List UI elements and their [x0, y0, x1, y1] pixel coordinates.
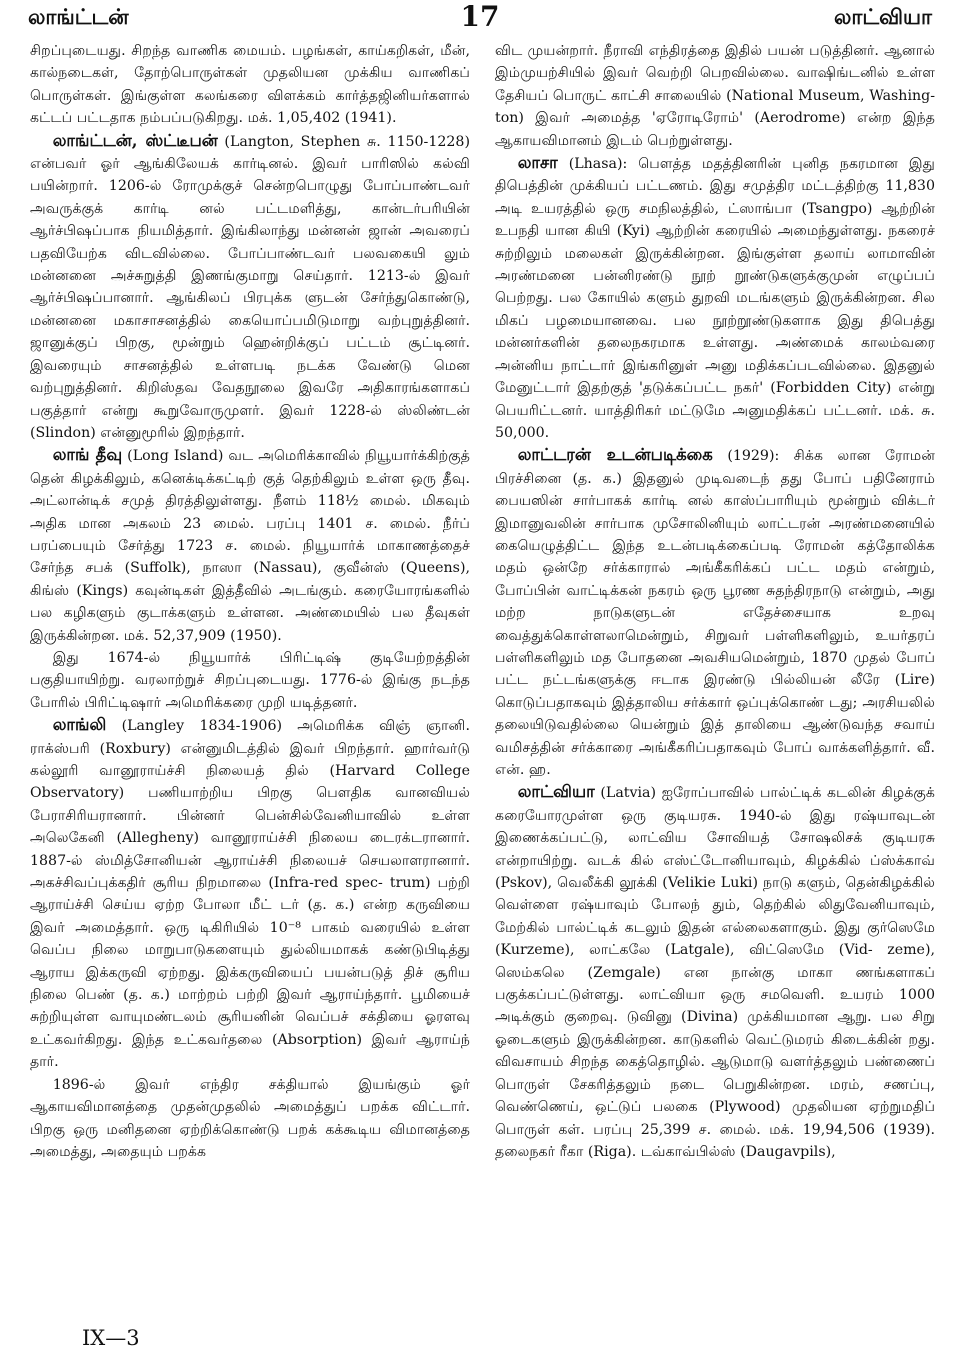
running-head-left: லாங்ட்டன் — [28, 4, 129, 29]
entry-body: (1929): சிக்க லான ரோமன் பிரச்சினை (த. க.) இதனுல் முடிவடைந் தது போப் பதினேராம் பையஸின் சார்பாகக் கார்டி னல் காஸ்ப்பாரியும் மூன்றும் விக்டர் இமானுவலின் சார்பாக முசோலினியும் லாட்டரன் அரண்மனையில் கையெழுத்திட்ட இந்த உடன்படிக்கைப்படி ரோமன் கத்தோலிக்க மதம் ஒன்றே சர்க்காரால் அங்கீகரிக்கப் பட்ட மதம் என்றும், போப்பின் வாட்டிக்கன் நகரம் ஒரு பூரண சுதந்திரநாடு என்றும், அது மற்ற நாடுகளுடன் எதேச்சையாக உறவு வைத்துக்கொள்ளலாமென்றும், சிறுவர் பள்ளிகளிலும், உயர்தரப் பள்ளிகளிலும் மத போதனை அவசியமென்றும், 1870 முதல் போப் பட்ட நட்டங்களுக்கு ஈடாக இரண்டு பில்லியன் லீரே (Lire) கொடுப்பதாகவும் இத்தாலிய சர்க்கார் ஒப்புக்கொண் டது; அரசியலில் தலையிடுவதில்லை யென்றும் இத் தாலியை ஆண்டுவந்த சவாய் வமிசத்தின் சர்க்காரை அங்கீகரிப்பதாகவும் போப் வாக்களித்தார். வீ. என். ஹ. — [495, 448, 935, 778]
signature-mark: IX—3 — [82, 1326, 140, 1350]
page-header — [28, 0, 932, 33]
entry-body: (Lhasa): பௌத்த மதத்தினரின் புனித நகரமான இது திபெத்தின் முக்கியப் பட்டணம். இது சமுத்திர மட்டத்திற்கு 11,830 அடி உயரத்தில் ஒரு சமநிலத்தில், ட்ஸாங்பா (Tsangpo) ஆற்றின் உபநதி யான கியி (Kyi) ஆற்றின் கரையில் அமைந்துள்ளது. நகரைச் சுற்றிலும் மலைகள் இருக்கின்றன. இங்குள்ள தலாய் லாமாவின் அரண்மனை பன்னிரண்டு நூற் றூண்டுகளுக்குமுன் எழுப்பப் பெற்றது. பல கோயில் களும் துறவி மடங்களும் இருக்கின்றன. சில மிகப் பழமையானவை. பல நூற்றூண்டுகளாக இது திபெத்து மன்னர்களின் தலைநகரமாக உள்ளது. அண்மைக் காலம்வரை அன்னிய நாட்டார் இங்கரினுள் அனு மதிக்கப்படவில்லை. இதனுல் மேனுட்டார் இதற்குத் 'தடுக்கப்பட்ட நகர்' (Forbidden City) என்று பெயரிட்டனர். யாத்திரிகர் மட்டுமே அனுமதிக்கப் பட்டனர். மக். சு. 50,000. — [495, 156, 935, 441]
entry-headword: லாசா — [517, 153, 558, 173]
entry-langley — [30, 714, 470, 1074]
entry-headword: லாங்ட்டன், ஸ்ட்டீபன் — [52, 130, 218, 150]
entry-lateran-treaty — [495, 444, 935, 781]
entry-long-island — [30, 444, 470, 647]
entry-body: (Langton, Stephen சு. 1150-1228) என்பவர் ஓர் ஆங்கிலேயக் கார்டினல். இவர் பாரிஸில் கல்வி பயின்றார். 1206-ல் ரோமுக்குச் சென்றபொழுது போப்பாண்டவர் அவருக்குக் கார்டி னல் பட்டமளித்து, கான்டர்பரியின் ஆர்ச்பிஷப்பாக நியமித்தார். இங்கிலாந்து மன்னன் ஜான் அவரைப் பதவியேற்க விடவில்லை. போப்பாண்டவர் பலவகையி லும் மன்னனை அச்சுறுத்தி இணங்குமாறு செய்தார். 1213-ல் இவர் ஆர்ச்பிஷப்பானார். ஆங்கிலப் பிரபுக்க ளுடன் சேர்ந்துகொண்டு, மன்னனை மகாசாசனத்தில் கையொப்பமிடுமாறு வற்புறுத்தினர். ஜானுக்குப் பிறகு, மூன்றும் ஹென்றிக்குப் பட்டம் சூட்டினர். இவரையும் சாசனத்தில் உள்ளபடி நடக்க வேண்டு மென வற்புறுத்தினர். கிறிஸ்தவ வேதநூலை இவரே அதிகாரங்களாகப் பகுத்தார் என்று கூறுவோருமுளர். இவர் 1228-ல் ஸ்லிண்டன் (Slindon) என்னுமூரில் இறந்தார். — [30, 133, 470, 441]
entry-latvia — [495, 781, 935, 1163]
entry-body: (Latvia) ஐரோப்பாவில் பால்ட்டிக் கடலின் கிழக்குக் கரையோரமுள்ள ஒரு குடியரசு. 1940-ல் இது ரஷ்யாவுடன் இணைக்கப்பட்டு, லாட்விய சோவியத் சோஷலிசக் குடியரசு என்றாயிற்று. வடக் கில் எஸ்ட்டோனியாவும், கிழக்கில் ப்ஸ்க்காவ் (Pskov), வெலீக்கி லூக்கி (Velikie Luki) நாடு களும், தென்கிழக்கில் வெள்ளை ரஷ்யாவும் போலந் தும், தெற்கில் லிதுவேனியாவும், மேற்கில் பால்ட்டிக் கடலும் இதன் எல்லைகளாகும். இது குர்ஸெமே (Kurzeme), லாட்கலே (Latgale), விட்ஸெமே (Vid- zeme), ஸெம்கலெ (Zemgale) என நான்கு மாகா ணங்களாகப் பகுக்கப்பட்டுள்ளது. லாட்வியா ஒரு சமவெளி. உயரம் 1000 அடிக்கும் குறைவு. டுவினு (Divina) முக்கியமான ஆறு. பல சிறு ஓடைகளும் இருக்கின்றன. காடுகளில் வெட்டுமரம் கிடைக்கின் றது. விவசாயம் சிறந்த கைத்தொழில். ஆடுமாடு வளர்த்தலும் பண்ணைப் பொருள் சேகரித்தலும் நடை பெறுகின்றன. மரம், சணப்பு, வெண்ணெய், ஒட்டுப் பலகை (Plywood) முதலியன ஏற்றுமதிப் பொருள் கள். பரப்பு 25,399 ச. மைல். மக். 19,94,506 (1939). தலைநகர் ரீகா (Riga). டவ்காவ்பில்ஸ் (Daugavpils), — [495, 785, 935, 1160]
entry-continuation: விட முயன்றார். நீராவி எந்திரத்தை இதில் பயன் படுத்தினர். ஆனால் இம்முயற்சியில் இவர் வெற்றி பெறவில்லை. வாஷிங்டனில் உள்ள தேசியப் பொருட் காட்சி சாலையில் (National Museum, Washing- ton) இவர் அமைத்த 'ஏரோடிரோம்' (Aerodrome) என்ற இந்த ஆகாயவிமானம் இடம் பெற்றுள்ளது. — [495, 43, 935, 149]
page-number: 17 — [460, 0, 500, 33]
entry-body: (Langley 1834-1906) அமெரிக்க விஞ் ஞானி. ராக்ஸ்பரி (Roxbury) என்னுமிடத்தில் இவர் பிறந்தார். ஹார்வர்டு கல்லூரி வானூராய்ச்சி நிலையத் தில் (Harvard College Observatory) பணியாற்றிய பிறகு பௌதிக வானவியல் பேராசிரியரானார். பின்னர் பென்சில்வேனியாவில் உள்ள அலெகேனி (Allegheny) வானூராய்ச்சி நிலைய டைரக்டரானார். 1887-ல் ஸ்மித்சோனியன் ஆராய்ச்சி நிலையச் செயலாளரானார். அகச்சிவப்புக்கதிர் சூரிய நிறமாலை (Infra-red spec- trum) பற்றி ஆராய்ச்சி செய்ய ஏற்ற போலா மீட் டர் (த. க.) என்ற கருவியை இவர் அமைத்தார். ஒரு டிகிரியில் 10⁻⁸ பாகம் வரையில் உள்ள வெப்ப நிலை மாறுபாடுகளையும் துல்லியமாகக் கண்டுபிடித்து ஆராய இக்கருவி ஏற்றது. இக்கருவியைப் பயன்படுத் திச் சூரிய நிலை பெண் (த. க.) மாற்றம் பற்றி இவர் ஆராய்ந்தார். பூமியைச் சுற்றியுள்ள வாயுமண்டலம் சூரியனின் வெப்பச் சக்தியை ஓரளவு உட்கவர்கிறது. இந்த உட்கவர்தலை (Absorption) இவர் ஆராய்ந் தார். — [30, 718, 470, 1071]
left-column — [30, 40, 470, 1320]
right-column — [495, 40, 935, 1320]
entry-headword: லாங்லி — [52, 715, 107, 735]
entry-continuation: சிறப்புடையது. சிறந்த வாணிக மையம். பழங்கள், காய்கறிகள், மீன், கால்நடைகள், தோற்பொருள்கள் முதலியன முக்கிய வாணிகப் பொருள்கள். இங்குள்ள கலங்கரை விளக்கம் கார்த்தஜினியர்களால் கட்டப் பட்டதாக நம்பப்படுகிறது. மக். 1,05,402 (1941). — [30, 43, 470, 127]
entry-body: (Long Island) வட அமெரிக்காவில் நியூயார்க்கிற்குத் தென் கிழக்கிலும், கனெக்டிக்கட்டிற் குத் தெற்கிலும் உள்ள ஒரு தீவு. அட்லான்டிக் சமுத் திரத்திலுள்ளது. நீளம் 118½ மைல். மிகவும் அதிக மான அகலம் 23 மைல். பரப்பு 1401 ச. மைல். நீர்ப் பரப்பையும் சேர்த்து 1723 ச. மைல். நியூயார்க் மாகாணத்தைச் சேர்ந்த சபக் (Suffolk), நாஸா (Nassau), குவீன்ஸ் (Queens), கிங்ஸ் (Kings) கவுன்டிகள் இத்தீவில் அடங்கும். கரையோரங்களில் பல கழிகளும் குடாக்களும் உள்ளன. அண்மையில் பல தீவுகள் இருக்கின்றன. மக். 52,37,909 (1950). — [30, 448, 470, 644]
running-head-right: லாட்வியா — [834, 4, 932, 29]
entry-langley-aviation: 1896-ல் இவர் எந்திர சக்தியால் இயங்கும் ஓர் ஆகாயவிமானத்தை முதன்முதலில் அமைத்துப் பறக்க விட்டார். பிறகு ஒரு மனிதனை ஏற்றிக்கொண்டு பறக் கக்கூடிய விமானத்தை அமைத்து, அதையும் பறக்க — [30, 1076, 470, 1160]
entry-langton-stephen — [30, 130, 470, 445]
entry-headword: லாட்டரன் உடன்படிக்கை — [517, 445, 713, 465]
entry-headword: லாட்வியா — [517, 782, 595, 802]
entry-lhasa — [495, 152, 935, 444]
entry-headword: லாங் தீவு — [52, 445, 123, 465]
entry-long-island-history: இது 1674-ல் நியூயார்க் பிரிட்டிஷ் குடியேற்றத்தின் பகுதியாயிற்று. வரலாற்றுச் சிறப்புடையது. 1776-ல் இங்கு நடந்த போரில் பிரிட்டிஷார் அமெரிக்கரை முறி யடித்தனர். — [30, 649, 470, 711]
